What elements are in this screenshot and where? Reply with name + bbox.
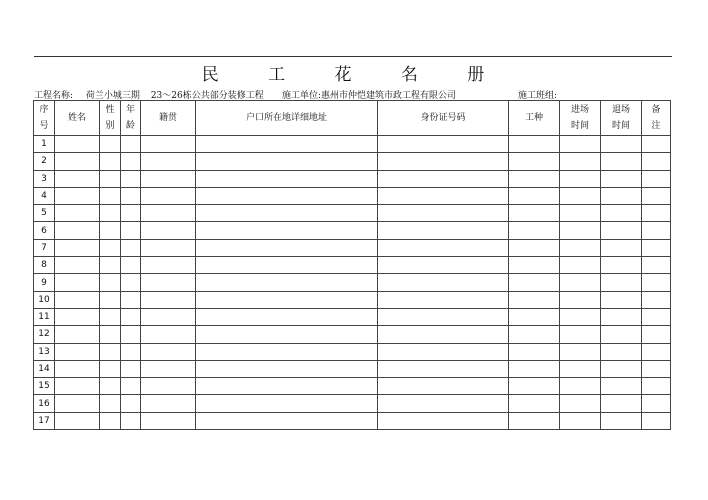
- table-cell: [378, 360, 509, 377]
- table-cell: [642, 343, 671, 360]
- table-cell: [196, 187, 378, 204]
- table-cell: [378, 378, 509, 395]
- table-cell: [642, 308, 671, 325]
- column-header-text: 时间: [570, 121, 589, 131]
- table-cell: [642, 136, 671, 153]
- row-number: 11: [34, 308, 55, 325]
- table-cell: [509, 308, 560, 325]
- table-cell: [55, 205, 100, 222]
- unit-name: 惠州市仲恺建筑市政工程有限公司: [321, 91, 457, 101]
- row-number: 3: [34, 170, 55, 187]
- table-cell: [509, 205, 560, 222]
- table-cell: [196, 257, 378, 274]
- table-cell: [141, 187, 196, 204]
- table-cell: [642, 170, 671, 187]
- table-cell: [642, 395, 671, 412]
- table-cell: [601, 291, 642, 308]
- table-cell: [560, 205, 601, 222]
- table-row: [34, 326, 671, 343]
- table-row: [34, 412, 671, 429]
- table-cell: [642, 257, 671, 274]
- table-cell: [560, 360, 601, 377]
- table-cell: [121, 257, 141, 274]
- row-number: 6: [34, 222, 55, 239]
- column-header-text: 姓名: [67, 113, 86, 123]
- table-cell: [601, 222, 642, 239]
- column-header: [121, 101, 141, 136]
- table-cell: [378, 222, 509, 239]
- table-row: [34, 308, 671, 325]
- row-number: 5: [34, 205, 55, 222]
- table-cell: [378, 291, 509, 308]
- table-cell: [121, 274, 141, 291]
- table-cell: [560, 136, 601, 153]
- column-header-text: 号: [39, 121, 49, 131]
- table-cell: [642, 205, 671, 222]
- row-number: 12: [34, 326, 55, 343]
- table-cell: [601, 395, 642, 412]
- table-cell: [100, 360, 121, 377]
- table-cell: [55, 308, 100, 325]
- team-label: 施工班组:: [518, 91, 558, 101]
- table-row: [34, 170, 671, 187]
- table-cell: [196, 326, 378, 343]
- table-cell: [100, 222, 121, 239]
- project-name: 荷兰小城三期: [85, 91, 140, 101]
- table-cell: [196, 136, 378, 153]
- table-cell: [100, 326, 121, 343]
- table-cell: [141, 360, 196, 377]
- table-cell: [141, 170, 196, 187]
- unit-label: 施工单位:: [282, 91, 322, 101]
- table-cell: [55, 257, 100, 274]
- table-cell: [560, 412, 601, 429]
- table-cell: [100, 395, 121, 412]
- table-row: [34, 205, 671, 222]
- table-cell: [642, 239, 671, 256]
- table-cell: [560, 239, 601, 256]
- column-header-text: 工种: [524, 113, 543, 123]
- table-cell: [560, 187, 601, 204]
- table-cell: [560, 378, 601, 395]
- column-header-text: 籍贯: [158, 113, 177, 123]
- table-cell: [378, 308, 509, 325]
- table-cell: [121, 291, 141, 308]
- table-cell: [55, 326, 100, 343]
- table-cell: [601, 378, 642, 395]
- table-cell: [642, 326, 671, 343]
- table-cell: [378, 257, 509, 274]
- table-cell: [560, 326, 601, 343]
- column-header: [55, 101, 100, 136]
- table-cell: [509, 239, 560, 256]
- column-header-text: 身份证号码: [420, 113, 466, 123]
- table-cell: [560, 153, 601, 170]
- table-cell: [601, 412, 642, 429]
- column-header: [601, 101, 642, 136]
- row-number: 9: [34, 274, 55, 291]
- table-cell: [601, 205, 642, 222]
- column-header-text: 性: [105, 105, 115, 115]
- table-cell: [601, 239, 642, 256]
- table-row: [34, 274, 671, 291]
- table-cell: [55, 153, 100, 170]
- table-cell: [378, 343, 509, 360]
- table-row: [34, 222, 671, 239]
- table-cell: [100, 257, 121, 274]
- table-cell: [642, 360, 671, 377]
- table-cell: [560, 170, 601, 187]
- table-cell: [100, 170, 121, 187]
- table-cell: [601, 326, 642, 343]
- table-cell: [100, 343, 121, 360]
- table-cell: [642, 378, 671, 395]
- table-cell: [509, 395, 560, 412]
- table-cell: [196, 170, 378, 187]
- table-cell: [642, 153, 671, 170]
- table-cell: [100, 239, 121, 256]
- column-header-text: 序: [39, 105, 49, 115]
- row-number: 4: [34, 187, 55, 204]
- row-number: 10: [34, 291, 55, 308]
- table-cell: [196, 239, 378, 256]
- table-cell: [100, 136, 121, 153]
- column-header-text: 时间: [611, 121, 630, 131]
- row-number: 17: [34, 412, 55, 429]
- column-header: [642, 101, 671, 136]
- table-cell: [642, 291, 671, 308]
- column-header: [100, 101, 121, 136]
- table-cell: [121, 395, 141, 412]
- table-cell: [196, 308, 378, 325]
- table-cell: [141, 153, 196, 170]
- top-rule: [34, 56, 672, 57]
- column-header: [560, 101, 601, 136]
- table-cell: [601, 343, 642, 360]
- table-cell: [141, 308, 196, 325]
- table-cell: [196, 360, 378, 377]
- table-cell: [55, 274, 100, 291]
- table-cell: [509, 153, 560, 170]
- table-cell: [55, 343, 100, 360]
- table-row: [34, 395, 671, 412]
- table-cell: [141, 291, 196, 308]
- row-number: 16: [34, 395, 55, 412]
- table-cell: [560, 308, 601, 325]
- table-cell: [560, 222, 601, 239]
- column-header-text: 进场: [570, 105, 589, 115]
- row-number: 8: [34, 257, 55, 274]
- table-cell: [121, 239, 141, 256]
- table-cell: [55, 378, 100, 395]
- table-cell: [642, 412, 671, 429]
- table-row: [34, 291, 671, 308]
- table-cell: [642, 187, 671, 204]
- row-number: 14: [34, 360, 55, 377]
- table-cell: [509, 187, 560, 204]
- column-header: [34, 101, 55, 136]
- table-cell: [509, 343, 560, 360]
- table-cell: [55, 239, 100, 256]
- table-row: [34, 153, 671, 170]
- table-row: [34, 378, 671, 395]
- table-cell: [378, 187, 509, 204]
- column-header-text: 别: [105, 121, 115, 131]
- table-cell: [601, 308, 642, 325]
- column-header-text: 户口所在地详细地址: [245, 113, 327, 123]
- table-cell: [378, 412, 509, 429]
- table-cell: [121, 205, 141, 222]
- table-row: [34, 136, 671, 153]
- table-cell: [121, 326, 141, 343]
- table-row: [34, 257, 671, 274]
- table-cell: [509, 257, 560, 274]
- table-cell: [601, 136, 642, 153]
- column-header: [196, 101, 378, 136]
- table-row: [34, 239, 671, 256]
- table-cell: [100, 274, 121, 291]
- table-cell: [55, 395, 100, 412]
- table-cell: [121, 343, 141, 360]
- table-cell: [509, 274, 560, 291]
- table-cell: [55, 291, 100, 308]
- table-cell: [196, 395, 378, 412]
- row-number: 7: [34, 239, 55, 256]
- project-detail: 23～26栋公共部分装修工程: [150, 91, 264, 101]
- table-cell: [100, 308, 121, 325]
- table-cell: [121, 153, 141, 170]
- table-cell: [196, 205, 378, 222]
- row-number: 13: [34, 343, 55, 360]
- table-cell: [196, 222, 378, 239]
- table-cell: [509, 360, 560, 377]
- table-cell: [601, 274, 642, 291]
- column-header-text: 年: [125, 105, 135, 115]
- table-cell: [55, 412, 100, 429]
- table-cell: [55, 360, 100, 377]
- column-header: [509, 101, 560, 136]
- table-cell: [196, 412, 378, 429]
- row-number: 2: [34, 153, 55, 170]
- table-body: [34, 136, 671, 430]
- page-title: 民 工 花 名 册: [201, 65, 507, 85]
- table-cell: [509, 291, 560, 308]
- table-cell: [509, 326, 560, 343]
- table-cell: [642, 222, 671, 239]
- table-cell: [196, 343, 378, 360]
- table-cell: [509, 170, 560, 187]
- table-cell: [121, 136, 141, 153]
- table-cell: [55, 170, 100, 187]
- table-cell: [121, 360, 141, 377]
- table-cell: [196, 378, 378, 395]
- table-cell: [121, 412, 141, 429]
- table-cell: [560, 395, 601, 412]
- table-cell: [141, 239, 196, 256]
- table-cell: [121, 378, 141, 395]
- table-cell: [141, 136, 196, 153]
- table-cell: [560, 291, 601, 308]
- table-cell: [141, 412, 196, 429]
- table-cell: [100, 378, 121, 395]
- table-cell: [100, 153, 121, 170]
- table-cell: [509, 412, 560, 429]
- table-cell: [141, 205, 196, 222]
- table-cell: [560, 343, 601, 360]
- row-number: 15: [34, 378, 55, 395]
- table-cell: [509, 222, 560, 239]
- table-cell: [141, 343, 196, 360]
- table-cell: [378, 274, 509, 291]
- table-cell: [121, 187, 141, 204]
- column-header-text: 退场: [611, 105, 630, 115]
- table-cell: [196, 291, 378, 308]
- table-cell: [121, 170, 141, 187]
- table-cell: [196, 153, 378, 170]
- table-cell: [100, 205, 121, 222]
- table-cell: [141, 326, 196, 343]
- table-cell: [509, 378, 560, 395]
- table-cell: [601, 153, 642, 170]
- table-cell: [55, 136, 100, 153]
- table-cell: [509, 136, 560, 153]
- header-row: [34, 101, 671, 136]
- table-row: [34, 187, 671, 204]
- table-cell: [642, 274, 671, 291]
- table-cell: [121, 308, 141, 325]
- table-cell: [601, 360, 642, 377]
- project-label: 工程名称:: [34, 91, 74, 101]
- table-cell: [378, 395, 509, 412]
- table-cell: [378, 205, 509, 222]
- table-cell: [196, 274, 378, 291]
- table-cell: [560, 274, 601, 291]
- column-header-text: 注: [651, 121, 661, 131]
- column-header-text: 备: [651, 105, 661, 115]
- table-cell: [100, 412, 121, 429]
- table-cell: [100, 187, 121, 204]
- table-cell: [141, 378, 196, 395]
- worker-roster-table: [33, 100, 671, 430]
- table-cell: [121, 222, 141, 239]
- column-header: [378, 101, 509, 136]
- table-row: [34, 343, 671, 360]
- table-cell: [378, 153, 509, 170]
- column-header: [141, 101, 196, 136]
- table-cell: [141, 257, 196, 274]
- table-cell: [601, 187, 642, 204]
- table-cell: [141, 395, 196, 412]
- table-cell: [55, 187, 100, 204]
- table-row: [34, 360, 671, 377]
- table-cell: [601, 257, 642, 274]
- table-cell: [378, 239, 509, 256]
- table-cell: [560, 257, 601, 274]
- table-cell: [100, 291, 121, 308]
- table-cell: [141, 274, 196, 291]
- table-cell: [378, 136, 509, 153]
- column-header-text: 龄: [125, 121, 135, 131]
- table-cell: [55, 222, 100, 239]
- table-cell: [141, 222, 196, 239]
- table-cell: [378, 326, 509, 343]
- row-number: 1: [34, 136, 55, 153]
- table-cell: [378, 170, 509, 187]
- table-cell: [601, 170, 642, 187]
